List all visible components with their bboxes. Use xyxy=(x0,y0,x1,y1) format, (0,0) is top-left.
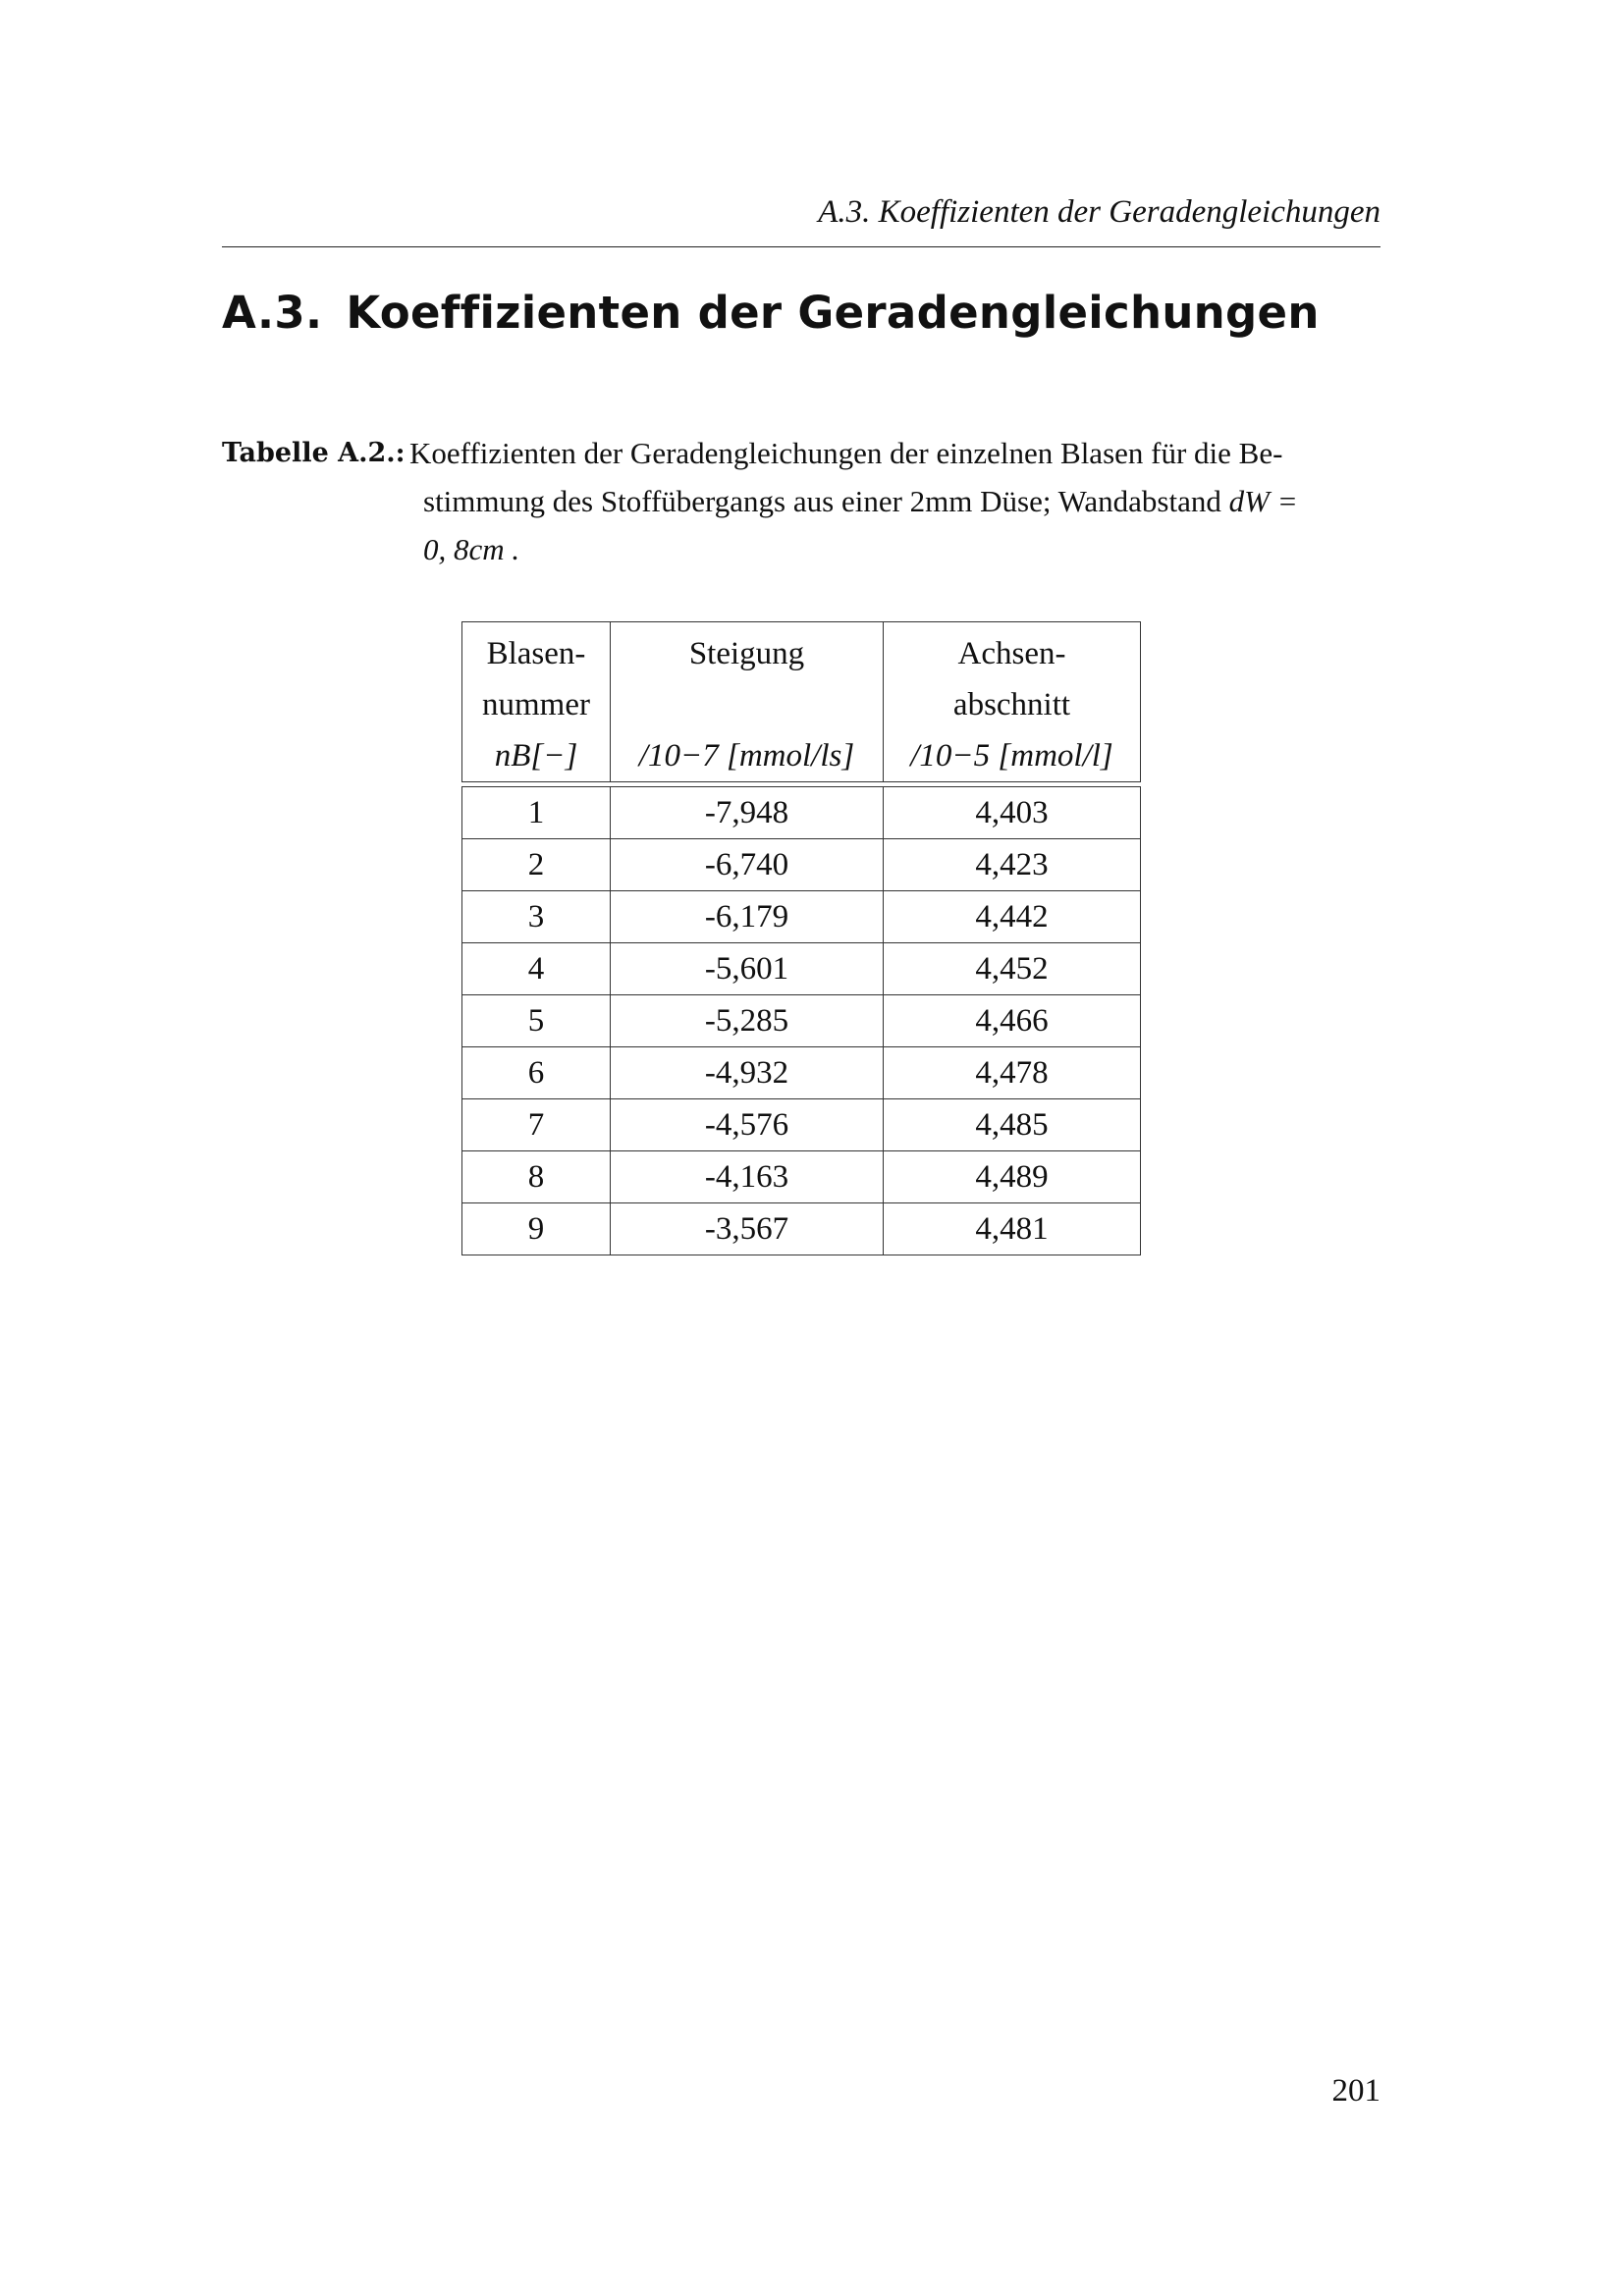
running-header: A.3. Koeffizienten der Geradengleichungen xyxy=(818,194,1380,230)
cell-bubble-number: 4 xyxy=(462,943,611,995)
cell-slope: -6,179 xyxy=(611,891,884,943)
cell-intercept: 4,423 xyxy=(884,839,1141,891)
table-row xyxy=(462,891,1141,943)
header-cell: nummer xyxy=(462,679,611,730)
cell-slope: -6,740 xyxy=(611,839,884,891)
header-cell: Achsen- xyxy=(884,622,1141,680)
cell-slope: -3,567 xyxy=(611,1203,884,1255)
header-cell: Steigung xyxy=(611,622,884,680)
table-row xyxy=(462,943,1141,995)
table-row xyxy=(462,1047,1141,1099)
table-row xyxy=(462,995,1141,1047)
table-row xyxy=(462,839,1141,891)
table-caption xyxy=(222,429,1380,573)
cell-bubble-number: 1 xyxy=(462,787,611,839)
cell-slope: -5,285 xyxy=(611,995,884,1047)
cell-intercept: 4,485 xyxy=(884,1099,1141,1151)
section-heading xyxy=(222,287,1320,339)
header-cell: /10−7 [mmol/ls] xyxy=(611,730,884,782)
cell-intercept: 4,478 xyxy=(884,1047,1141,1099)
caption-math-dw: dW = xyxy=(1228,484,1298,518)
table-row xyxy=(462,1151,1141,1203)
table-row xyxy=(462,787,1141,839)
cell-bubble-number: 7 xyxy=(462,1099,611,1151)
cell-intercept: 4,452 xyxy=(884,943,1141,995)
cell-bubble-number: 3 xyxy=(462,891,611,943)
cell-intercept: 4,489 xyxy=(884,1151,1141,1203)
cell-bubble-number: 8 xyxy=(462,1151,611,1203)
section-title: Koeffizienten der Geradengleichungen xyxy=(346,287,1320,339)
caption-line-2: stimmung des Stoffübergangs aus einer 2mm Düse; Wandabstand xyxy=(423,484,1229,518)
cell-intercept: 4,403 xyxy=(884,787,1141,839)
header-cell: /10−5 [mmol/l] xyxy=(884,730,1141,782)
header-cell: Blasen- xyxy=(462,622,611,680)
caption-label: Tabelle A.2.: xyxy=(222,438,406,468)
caption-text xyxy=(409,429,1380,573)
table-row xyxy=(462,1099,1141,1151)
cell-bubble-number: 9 xyxy=(462,1203,611,1255)
cell-slope: -4,576 xyxy=(611,1099,884,1151)
cell-slope: -5,601 xyxy=(611,943,884,995)
cell-intercept: 4,481 xyxy=(884,1203,1141,1255)
cell-intercept: 4,466 xyxy=(884,995,1141,1047)
cell-slope: -7,948 xyxy=(611,787,884,839)
cell-bubble-number: 5 xyxy=(462,995,611,1047)
caption-line-3: 0, 8cm . xyxy=(423,532,520,566)
cell-intercept: 4,442 xyxy=(884,891,1141,943)
header-rule xyxy=(222,246,1380,247)
cell-slope: -4,932 xyxy=(611,1047,884,1099)
cell-slope: -4,163 xyxy=(611,1151,884,1203)
header-cell: abschnitt xyxy=(884,679,1141,730)
cell-bubble-number: 6 xyxy=(462,1047,611,1099)
section-number: A.3. xyxy=(222,287,323,339)
coefficients-table xyxy=(461,621,1141,1255)
table-row xyxy=(462,1203,1141,1255)
cell-bubble-number: 2 xyxy=(462,839,611,891)
header-cell: nB[−] xyxy=(462,730,611,782)
header-cell xyxy=(611,679,884,730)
page-number: 201 xyxy=(1331,2073,1380,2109)
caption-line-1: Koeffizienten der Geradengleichungen der einzelnen Blasen für die Be- xyxy=(409,436,1283,470)
